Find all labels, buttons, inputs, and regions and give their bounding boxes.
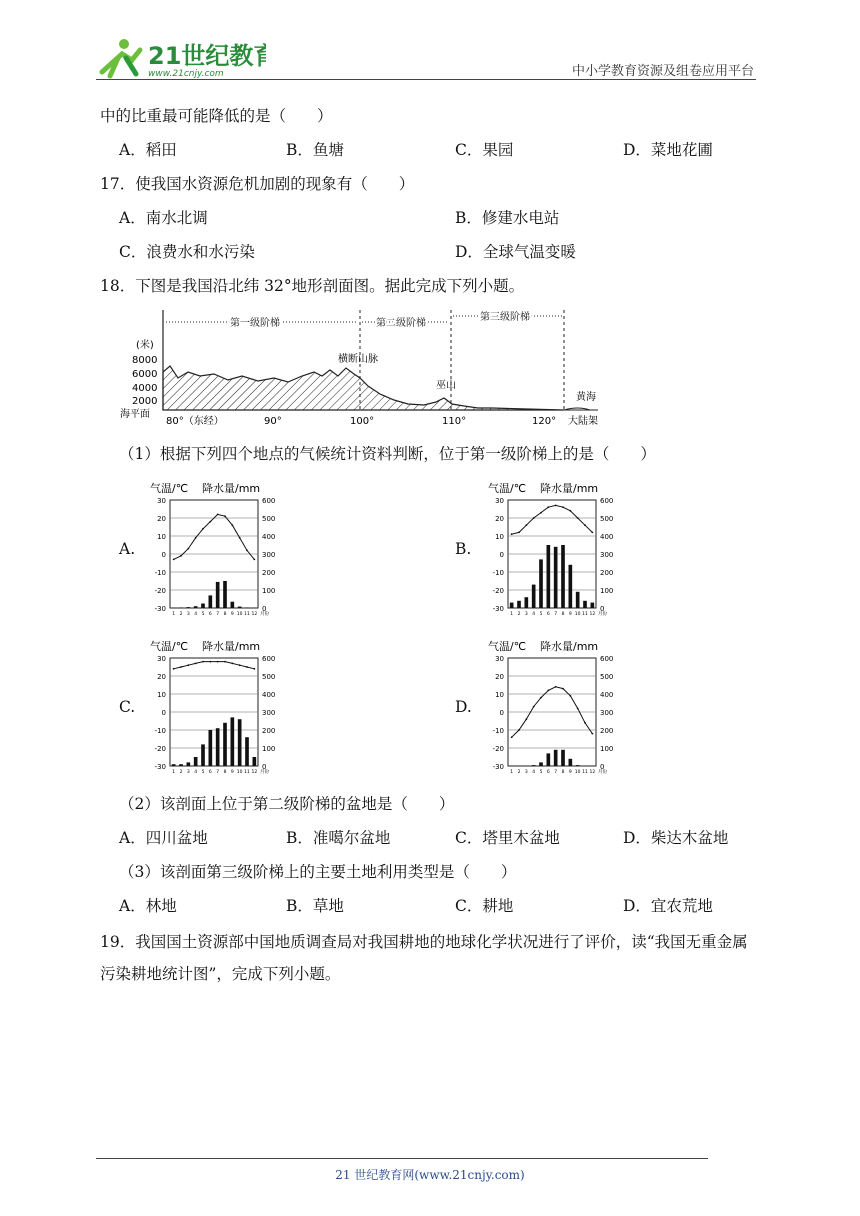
month-tick: 2 [517,612,521,617]
sea-level-label: 海平面 [120,409,150,420]
precip-bar [194,606,198,608]
temp-tick: -20 [492,587,504,595]
precip-tick: 300 [262,709,276,717]
temp-point [562,688,564,690]
climate-chart-b [478,478,618,618]
month-tick: 10 [574,770,581,775]
q17-stem: 17．使我国水资源危机加剧的现象有（ ） [100,175,415,193]
q17-option-a[interactable]: A．南水北调 [119,209,208,227]
precip-bar [187,762,191,766]
precip-tick: 200 [262,727,276,735]
temp-tick: 0 [499,709,504,717]
q16-option-d[interactable]: D．菜地花圃 [623,141,713,159]
precip-bar [569,565,573,608]
temp-point [577,517,579,519]
precip-bar [547,545,551,608]
precip-bar [223,581,227,608]
month-unit: 月份 [598,770,607,775]
month-tick: 1 [172,612,176,617]
precip-bar [172,764,176,766]
precip-bar [554,750,558,766]
q18-sub3-option-d[interactable]: D．宜农荒地 [623,897,713,915]
temp-point [511,736,513,738]
month-tick: 11 [244,612,250,617]
climate-chart-a [140,478,280,618]
month-tick: 6 [546,770,550,775]
temp-point [591,733,593,735]
temp-point [195,663,197,665]
temp-point [511,533,513,535]
month-tick: 12 [251,770,258,775]
precip-bar [231,602,235,608]
temp-tick: 10 [495,533,504,541]
q16-option-c[interactable]: C．果园 [455,141,514,159]
temp-tick: -10 [154,727,166,735]
precip-bar [554,547,558,608]
precip-bar [583,601,587,608]
precip-bar [525,597,529,608]
month-tick: 4 [532,612,536,617]
temp-axis-label: 气温/℃ [150,482,189,495]
xtick-110: 110° [442,416,467,427]
temp-point [209,661,211,663]
month-tick: 7 [554,770,558,775]
month-tick: 2 [517,770,521,775]
q17-option-c[interactable]: C．浪费水和水污染 [119,243,255,261]
temp-tick: 30 [495,655,504,663]
precip-tick: 0 [600,763,605,771]
temp-point [518,532,520,534]
temp-point [202,661,204,663]
temp-point [224,661,226,663]
chart-letter-d[interactable]: D. [455,698,472,716]
month-tick: 12 [589,770,596,775]
month-tick: 8 [223,770,227,775]
temp-point [540,697,542,699]
precip-tick: 300 [262,551,276,559]
month-tick: 11 [582,612,588,617]
temp-point [253,668,255,670]
month-tick: 3 [186,612,190,617]
precip-bar [245,607,249,608]
precip-tick: 600 [262,497,276,505]
month-tick: 9 [230,612,234,617]
month-tick: 9 [230,770,234,775]
temp-point [173,668,175,670]
temp-point [518,729,520,731]
chart-letter-b[interactable]: B. [455,540,472,558]
temp-tick: -30 [492,605,504,613]
precip-bar [238,607,242,608]
xtick-80: 80°（东经） [166,416,224,427]
precip-tick: 500 [600,673,614,681]
precip-bar [510,603,514,608]
temp-point [253,559,255,561]
precip-bar [194,757,198,766]
precip-tick: 100 [262,745,276,753]
precip-tick: 200 [600,569,614,577]
temp-tick: 20 [495,673,504,681]
month-tick: 9 [568,770,572,775]
temp-tick: 20 [157,515,166,523]
month-tick: 1 [510,612,514,617]
q16-option-a[interactable]: A．稻田 [119,141,177,159]
month-tick: 8 [561,770,565,775]
precip-bar [216,582,220,608]
month-tick: 4 [194,770,198,775]
temp-point [173,559,175,561]
precip-bar [253,757,257,766]
temp-point [555,505,557,507]
ytick-2000: 2000 [132,396,158,407]
q18-sub2-option-b[interactable]: B．准噶尔盆地 [286,829,391,847]
precip-bar [179,607,183,608]
chart-letter-a[interactable]: A. [119,540,136,558]
temp-point [231,663,233,665]
temp-line [174,662,255,669]
precip-tick: 600 [600,497,614,505]
precip-tick: 0 [262,763,267,771]
q19-stem-line1: 19．我国国土资源部中国地质调查局对我国耕地的地球化学状况进行了评价，读“我国无重金属 [100,933,748,951]
month-tick: 5 [201,770,205,775]
precip-bar [179,764,183,766]
precip-tick: 500 [262,673,276,681]
footer-text[interactable]: 21 世纪教育网(www.21cnjy.com) [335,1168,525,1182]
temp-point [569,510,571,512]
temp-axis-label: 气温/℃ [488,640,527,653]
q16-option-b[interactable]: B．鱼塘 [286,141,344,159]
temp-point [217,661,219,663]
precip-bar [187,607,191,608]
temp-tick: -30 [154,605,166,613]
temp-point [224,515,226,517]
profile-unit: (米) [136,340,154,351]
terrain-profile [163,366,564,410]
month-tick: 7 [554,612,558,617]
month-tick: 10 [574,612,581,617]
precip-bar [216,728,220,766]
temp-point [591,532,593,534]
temp-axis-label: 气温/℃ [488,482,527,495]
precip-axis-label: 降水量/mm [540,640,599,653]
month-tick: 5 [539,612,543,617]
temp-point [540,512,542,514]
site-logo [96,36,266,80]
month-tick: 5 [201,612,205,617]
precip-bar [517,601,521,608]
precip-tick: 400 [600,533,614,541]
month-unit: 月份 [598,612,607,617]
xtick-90: 90° [264,416,282,427]
precip-bar [532,585,536,608]
temp-point [195,537,197,539]
q18-sub2-option-c[interactable]: C．塔里木盆地 [455,829,560,847]
temp-point [525,524,527,526]
precip-tick: 100 [262,587,276,595]
precip-tick: 400 [600,691,614,699]
temp-point [209,521,211,523]
temp-point [187,664,189,666]
temp-line [512,505,593,534]
precip-bar [539,559,543,608]
step2-label: 第二级阶梯 [376,318,426,329]
temp-point [584,722,586,724]
climate-chart-c [140,636,280,776]
precip-tick: 600 [262,655,276,663]
precip-bar [591,603,595,608]
temp-tick: 30 [495,497,504,505]
month-tick: 1 [172,770,176,775]
temp-point [239,664,241,666]
month-tick: 7 [216,612,220,617]
precip-tick: 300 [600,551,614,559]
temp-tick: -30 [492,763,504,771]
precip-bar [223,723,227,766]
temp-tick: 0 [161,551,166,559]
yellow-sea-label: 黄海 [576,392,596,403]
temp-point [180,666,182,668]
month-tick: 10 [236,612,243,617]
precip-tick: 0 [262,605,267,613]
q18-sub3-option-b[interactable]: B．草地 [286,897,344,915]
temp-point [231,524,233,526]
temp-point [533,517,535,519]
temp-tick: -10 [154,569,166,577]
logo-url: www.21cnjy.com [148,69,224,79]
q18-sub2-option-a[interactable]: A．四川盆地 [119,829,208,847]
temp-point [577,708,579,710]
month-tick: 6 [208,612,212,617]
chart-letter-c[interactable]: C. [119,698,136,716]
xtick-100: 100° [350,416,375,427]
precip-bar [231,717,235,766]
precip-tick: 100 [600,587,614,595]
month-tick: 5 [539,770,543,775]
month-tick: 4 [194,612,198,617]
precip-tick: 300 [600,709,614,717]
q18-sub2-option-d[interactable]: D．柴达木盆地 [623,829,729,847]
q16-stem-tail: 中的比重最可能降低的是（ ） [100,107,333,125]
wushan-label: 巫山 [436,380,456,391]
q17-option-b[interactable]: B．修建水电站 [455,209,560,227]
month-tick: 11 [582,770,588,775]
temp-point [562,506,564,508]
temp-tick: 0 [161,709,166,717]
precip-bar [561,545,565,608]
q17-option-d[interactable]: D．全球气温变暖 [455,243,576,261]
step3-label: 第三级阶梯 [480,312,530,323]
month-tick: 11 [244,770,250,775]
precip-bar [201,604,205,609]
terrain-profile-figure [118,306,610,430]
temp-point [187,548,189,550]
temp-tick: 30 [157,497,166,505]
temp-point [569,695,571,697]
temp-point [202,528,204,530]
month-unit: 月份 [260,770,269,775]
xtick-120: 120° [532,416,557,427]
hengduan-label: 横断山脉 [338,354,378,365]
temp-tick: 10 [495,691,504,699]
q18-sub3-option-c[interactable]: C．耕地 [455,897,514,915]
precip-axis-label: 降水量/mm [202,482,261,495]
temp-tick: -30 [154,763,166,771]
temp-point [246,666,248,668]
shelf-label: 大陆架 [568,416,598,427]
month-tick: 6 [546,612,550,617]
precip-bar [561,750,565,766]
footer-divider [96,1158,708,1159]
q18-sub1: （1）根据下列四个地点的气候统计资料判断，位于第一级阶梯上的是（ ） [119,445,656,463]
month-tick: 10 [236,770,243,775]
precip-tick: 0 [600,605,605,613]
q19-stem-line2: 污染耕地统计图”，完成下列小题。 [100,965,341,983]
temp-tick: 30 [157,655,166,663]
month-tick: 3 [524,612,528,617]
precip-axis-label: 降水量/mm [202,640,261,653]
precip-tick: 500 [262,515,276,523]
precip-bar [547,753,551,766]
temp-tick: -10 [492,569,504,577]
precip-tick: 200 [262,569,276,577]
q18-sub3-option-a[interactable]: A．林地 [119,897,177,915]
month-tick: 8 [223,612,227,617]
precip-tick: 600 [600,655,614,663]
q18-stem: 18．下图是我国沿北纬 32°地形剖面图。据此完成下列小题。 [100,277,525,295]
precip-bar [238,719,242,766]
precip-bar [532,765,536,766]
precip-tick: 400 [262,533,276,541]
temp-tick: 20 [157,673,166,681]
temp-tick: 10 [157,691,166,699]
precip-bar [201,744,205,766]
logo-text: 21世纪教育 [148,42,266,70]
precip-tick: 500 [600,515,614,523]
temp-line [174,514,255,559]
month-tick: 9 [568,612,572,617]
month-unit: 月份 [260,612,269,617]
month-tick: 6 [208,770,212,775]
ytick-4000: 4000 [132,383,158,394]
step1-label: 第一级阶梯 [230,318,280,329]
precip-bar [209,730,213,766]
month-tick: 12 [589,612,596,617]
temp-point [584,524,586,526]
month-tick: 2 [179,612,183,617]
temp-point [525,718,527,720]
q18-sub2: （2）该剖面上位于第二级阶梯的盆地是（ ） [119,795,455,813]
temp-tick: -20 [154,587,166,595]
precip-bar [539,762,543,766]
header-divider [96,79,756,80]
temp-tick: 20 [495,515,504,523]
month-tick: 8 [561,612,565,617]
ytick-8000: 8000 [132,355,158,366]
ytick-6000: 6000 [132,369,158,380]
temp-tick: 0 [499,551,504,559]
month-tick: 2 [179,770,183,775]
temp-point [239,537,241,539]
month-tick: 4 [532,770,536,775]
temp-point [555,686,557,688]
climate-chart-d [478,636,618,776]
temp-point [180,555,182,557]
q18-sub3: （3）该剖面第三级阶梯上的主要土地利用类型是（ ） [119,863,517,881]
platform-name: 中小学教育资源及组卷应用平台 [571,64,754,79]
month-tick: 3 [186,770,190,775]
precip-bar [569,759,573,766]
temp-point [217,514,219,516]
precip-bar [209,595,213,608]
precip-axis-label: 降水量/mm [540,482,599,495]
month-tick: 7 [216,770,220,775]
temp-tick: -20 [492,745,504,753]
precip-tick: 400 [262,691,276,699]
temp-point [547,506,549,508]
precip-bar [576,592,580,608]
temp-tick: 10 [157,533,166,541]
precip-tick: 100 [600,745,614,753]
temp-point [547,690,549,692]
precip-bar [245,737,249,766]
month-tick: 12 [251,612,258,617]
temp-axis-label: 气温/℃ [150,640,189,653]
temp-point [246,550,248,552]
precip-bar [576,765,580,766]
month-tick: 1 [510,770,514,775]
temp-tick: -10 [492,727,504,735]
precip-tick: 200 [600,727,614,735]
temp-tick: -20 [154,745,166,753]
temp-point [533,706,535,708]
month-tick: 3 [524,770,528,775]
